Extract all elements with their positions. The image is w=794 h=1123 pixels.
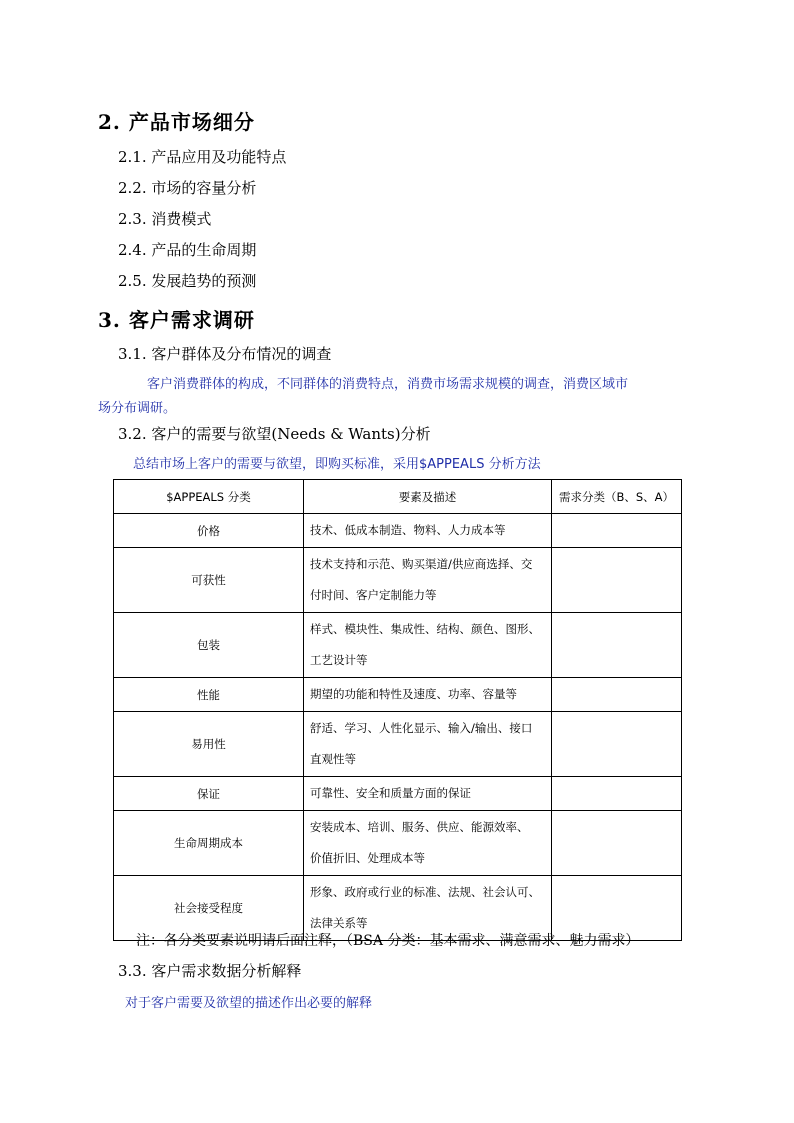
table-row	[114, 678, 682, 712]
row-desc-line: 技术支持和示范、购买渠道/供应商选择、交	[310, 557, 533, 571]
row-desc-line: 直观性等	[310, 752, 356, 766]
row-desc: 技术、低成本制造、物料、人力成本等	[304, 514, 552, 548]
row-category: 易用性	[114, 712, 304, 777]
section-3-2-title: 3.2. 客户的需要与欲望(Needs & Wants)分析	[118, 425, 431, 443]
table-row	[114, 548, 682, 613]
section-3-3-desc: 对于客户需要及欲望的描述作出必要的解释	[125, 996, 373, 1011]
row-desc	[304, 548, 552, 613]
row-desc-line: 法律关系等	[310, 916, 368, 930]
table-row	[114, 712, 682, 777]
section-3-3-title: 3.3. 客户需求数据分析解释	[118, 962, 302, 980]
row-category: 性能	[114, 678, 304, 712]
table-row	[114, 811, 682, 876]
row-desc-line: 安装成本、培训、服务、供应、能源效率、	[310, 820, 529, 834]
row-category: 可获性	[114, 548, 304, 613]
row-req	[552, 548, 682, 613]
header-req: 需求分类（B、S、A）	[552, 480, 682, 514]
row-category: 保证	[114, 777, 304, 811]
row-category: 生命周期成本	[114, 811, 304, 876]
row-desc-line: 形象、政府或行业的标准、法规、社会认可、	[310, 885, 540, 899]
row-req	[552, 514, 682, 548]
row-req	[552, 712, 682, 777]
row-desc: 可靠性、安全和质量方面的保证	[304, 777, 552, 811]
section-2-3-title: 2.3. 消费模式	[118, 210, 212, 228]
row-desc-line: 价值折旧、处理成本等	[310, 851, 425, 865]
section-3-title: 3. 客户需求调研	[98, 308, 255, 332]
row-desc-line: 工艺设计等	[310, 653, 368, 667]
row-desc	[304, 613, 552, 678]
section-2-1-title: 2.1. 产品应用及功能特点	[118, 148, 287, 166]
row-req	[552, 613, 682, 678]
row-desc-line: 样式、模块性、集成性、结构、颜色、图形、	[310, 622, 540, 636]
row-req	[552, 811, 682, 876]
row-req	[552, 678, 682, 712]
row-desc-line: 付时间、客户定制能力等	[310, 588, 437, 602]
section-2-2-title: 2.2. 市场的容量分析	[118, 179, 257, 197]
row-desc: 期望的功能和特性及速度、功率、容量等	[304, 678, 552, 712]
row-category: 社会接受程度	[114, 876, 304, 941]
row-category: 价格	[114, 514, 304, 548]
row-desc-line: 舒适、学习、人性化显示、输入/输出、接口	[310, 721, 533, 735]
section-3-1-title: 3.1. 客户群体及分布情况的调查	[118, 345, 332, 363]
row-category: 包装	[114, 613, 304, 678]
section-3-2-desc: 总结市场上客户的需要与欲望，即购买标准，采用$APPEALS 分析方法	[133, 457, 541, 472]
row-desc	[304, 712, 552, 777]
header-category: $APPEALS 分类	[114, 480, 304, 514]
row-req	[552, 777, 682, 811]
section-2-title: 2. 产品市场细分	[98, 110, 255, 134]
table-note: 注：各分类要素说明请后面注释，（BSA 分类：基本需求、满意需求、魅力需求）	[136, 933, 640, 949]
section-3-1-desc-line2: 场分布调研。	[98, 401, 177, 416]
appeals-table	[113, 479, 682, 941]
table-row	[114, 514, 682, 548]
header-desc: 要素及描述	[304, 480, 552, 514]
section-3-1-desc-line1: 客户消费群体的构成，不同群体的消费特点，消费市场需求规模的调查，消费区域市	[147, 377, 629, 392]
table-row	[114, 777, 682, 811]
section-2-4-title: 2.4. 产品的生命周期	[118, 241, 257, 259]
table-header-row	[114, 480, 682, 514]
row-desc	[304, 811, 552, 876]
table-row	[114, 613, 682, 678]
section-2-5-title: 2.5. 发展趋势的预测	[118, 272, 257, 290]
